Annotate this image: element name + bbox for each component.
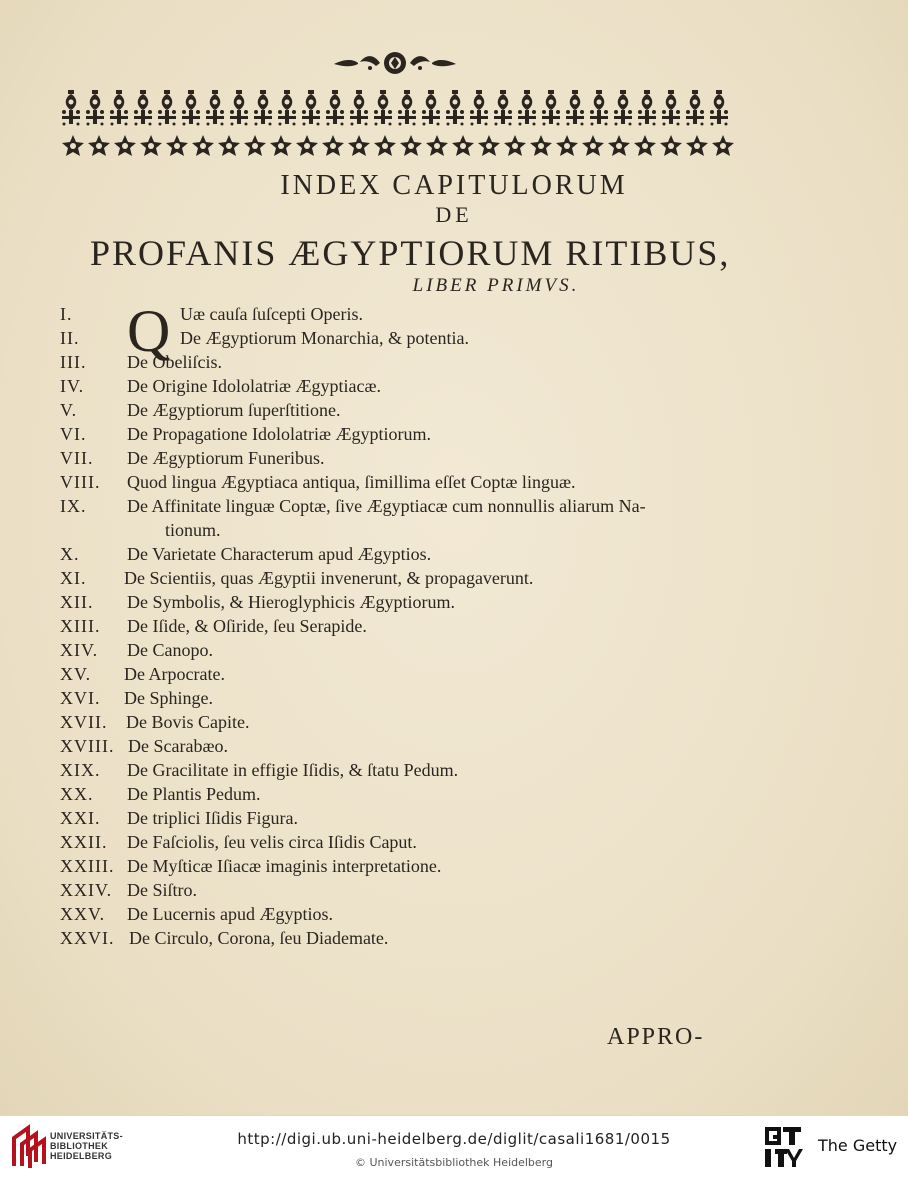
chapter-number: VI. <box>60 424 87 444</box>
chapter-number: XII. <box>60 592 94 612</box>
chapter-title: De Origine Idololatriæ Ægyptiacæ. <box>127 376 381 396</box>
chapter-title: De triplici Iſidis Figura. <box>127 808 298 828</box>
chapter-title: De Obeliſcis. <box>127 352 222 372</box>
chapter-title: De Lucernis apud Ægyptios. <box>127 904 333 924</box>
chapter-title: De Iſide, & Oſiride, ſeu Serapide. <box>127 616 367 636</box>
chapter-number: X. <box>60 544 80 564</box>
chapter-number: V. <box>60 400 78 420</box>
chapter-title: De Ægyptiorum ſuperſtitione. <box>127 400 341 420</box>
getty-label: The Getty <box>818 1136 898 1155</box>
chapter-title: De Sphinge. <box>124 688 213 708</box>
chapter-title: De Propagatione Idololatriæ Ægyptiorum. <box>127 424 431 444</box>
chapter-number: XVIII. <box>60 736 115 756</box>
book-subtitle: LIBER PRIMVS. <box>412 275 580 296</box>
library-name-line: UNIVERSITÄTS- <box>50 1131 123 1141</box>
permalink-url[interactable]: http://digi.ub.uni-heidelberg.de/diglit/casali1681/0015 <box>237 1130 671 1148</box>
catchword: APPRO- <box>607 1024 705 1050</box>
chapter-number: XXIV. <box>60 880 113 900</box>
chapter-number: XX. <box>60 784 94 804</box>
index-title: INDEX CAPITULORUM <box>280 170 628 201</box>
book-title: PROFANIS ÆGYPTIORUM RITIBUS, <box>90 233 731 273</box>
chapter-title: De Faſciolis, ſeu velis circa Iſidis Caput. <box>127 832 417 852</box>
library-name-line: HEIDELBERG <box>50 1151 113 1161</box>
chapter-title: De Bovis Capite. <box>126 712 250 732</box>
chapter-number: XXV. <box>60 904 106 924</box>
chapter-number: XIV. <box>60 640 99 660</box>
dropcap-letter: Q <box>127 298 171 364</box>
chapter-number: III. <box>60 352 87 372</box>
chapter-number: XIII. <box>60 616 101 636</box>
viewer-footer <box>0 1115 908 1180</box>
chapter-title: De Ægyptiorum Funeribus. <box>127 448 325 468</box>
library-name-line: BIBLIOTHEK <box>50 1141 108 1151</box>
chapter-title: De Arpocrate. <box>124 664 225 684</box>
chapter-number: VIII. <box>60 472 101 492</box>
chapter-number: IV. <box>60 376 85 396</box>
chapter-title: De Circulo, Corona, ſeu Diademate. <box>129 928 389 948</box>
chapter-title: Quod lingua Ægyptiaca antiqua, ſimillima eſſet Coptæ linguæ. <box>127 472 576 492</box>
copyright-notice: © Universitätsbibliothek Heidelberg <box>354 1156 553 1169</box>
chapter-title: De Myſticæ Iſiacæ imaginis interpretatione. <box>127 856 442 876</box>
chapter-title: De Siſtro. <box>127 880 197 900</box>
chapter-number: XIX. <box>60 760 101 780</box>
chapter-title-continuation: tionum. <box>165 520 221 540</box>
chapter-number: VII. <box>60 448 94 468</box>
chapter-number: XVI. <box>60 688 101 708</box>
chapter-number: XXI. <box>60 808 101 828</box>
chapter-number: I. <box>60 304 73 324</box>
chapter-title: De Ægyptiorum Monarchia, & potentia. <box>180 328 469 348</box>
chapter-title: De Scientiis, quas Ægyptii invenerunt, & propagaverunt. <box>124 568 534 588</box>
chapter-title: De Scarabæo. <box>128 736 228 756</box>
chapter-number: XV. <box>60 664 92 684</box>
chapter-number: XXII. <box>60 832 108 852</box>
chapter-title: De Symbolis, & Hieroglyphicis Ægyptiorum. <box>127 592 455 612</box>
chapter-number: XXVI. <box>60 928 115 948</box>
chapter-title: De Affinitate linguæ Coptæ, ſive Ægyptiacæ cum nonnullis aliarum Na- <box>127 496 646 516</box>
chapter-title: Uæ cauſa ſuſcepti Operis. <box>180 304 363 324</box>
getty-logo-icon[interactable] <box>763 1125 803 1169</box>
chapter-title: De Gracilitate in effigie Iſidis, & ſtatu Pedum. <box>127 760 459 780</box>
chapter-number: IX. <box>60 496 87 516</box>
index-de: DE <box>435 202 473 227</box>
chapter-title: De Varietate Characterum apud Ægyptios. <box>127 544 432 564</box>
chapter-title: De Canopo. <box>127 640 213 660</box>
chapter-number: XI. <box>60 568 87 588</box>
chapter-number: XXIII. <box>60 856 115 876</box>
chapter-number: II. <box>60 328 80 348</box>
chapter-title: De Plantis Pedum. <box>127 784 261 804</box>
chapter-number: XVII. <box>60 712 108 732</box>
